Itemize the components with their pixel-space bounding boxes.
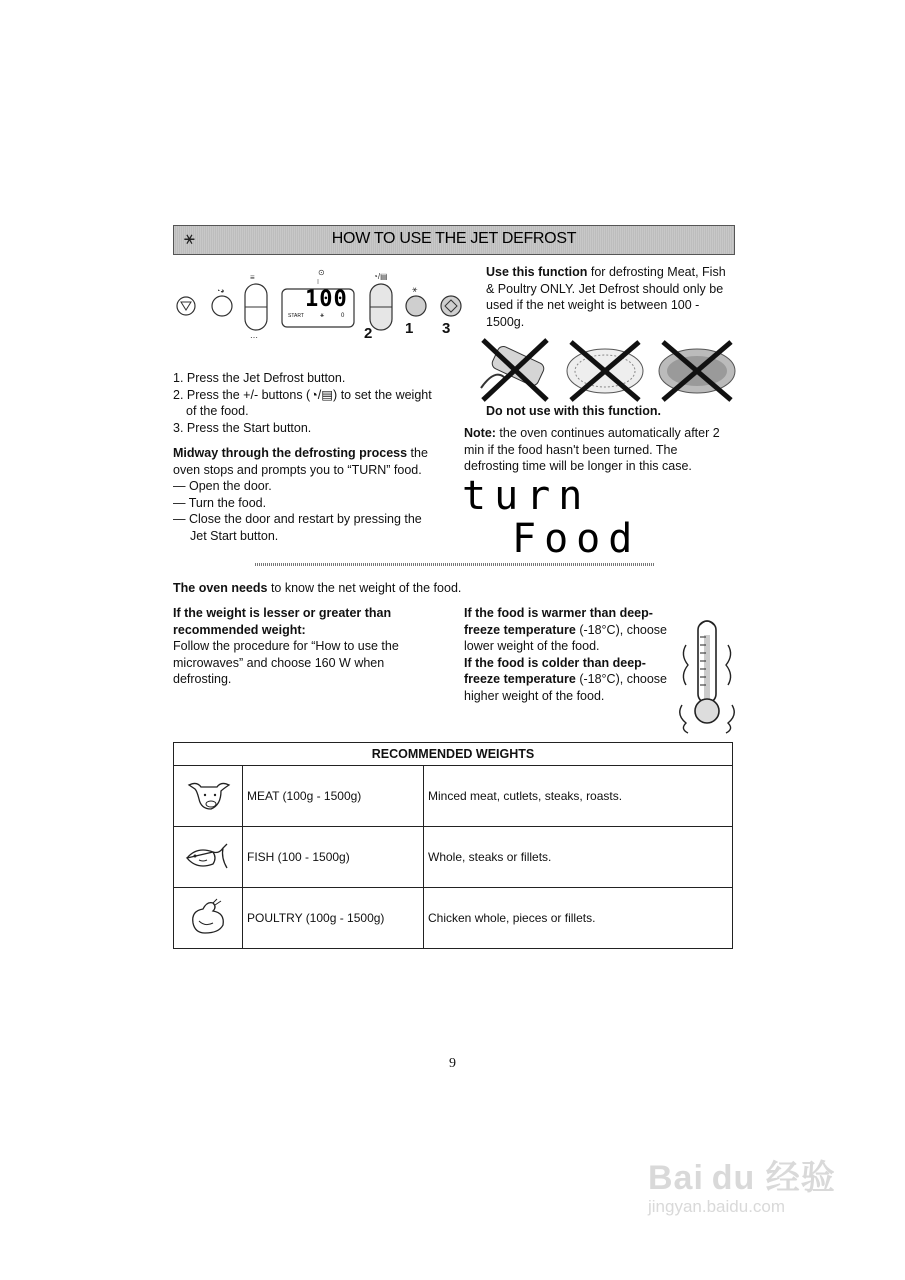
midway-item-close: — Close the door and restart by pressing the xyxy=(173,512,422,526)
svg-text:⚹: ⚹ xyxy=(320,312,325,319)
weight-guidance xyxy=(173,605,433,688)
thermometer-icon xyxy=(676,615,738,735)
weight-heading-1: If the weight is lesser or greater than xyxy=(173,606,392,620)
control-panel-illustration xyxy=(170,262,470,344)
display-food: Food xyxy=(512,516,641,562)
svg-text:◔/▤: ◔/▤ xyxy=(373,272,388,281)
recommended-weights-table xyxy=(173,742,733,949)
warm-bold: If the food is warmer than deep-freeze temperature xyxy=(464,606,653,637)
warm-text: (-18°C), choose lower weight of the food. xyxy=(464,622,668,653)
do-not-use-caption: Do not use with this function. xyxy=(486,404,661,418)
page-number: 9 xyxy=(449,1056,456,1071)
svg-text:⊙: ⊙ xyxy=(318,268,325,277)
midway-item-open: — Open the door. xyxy=(173,479,272,493)
step-1: 1. Press the Jet Defrost button. xyxy=(173,371,346,385)
intro-paragraph xyxy=(486,264,736,330)
weight-text: Follow the procedure for “How to use the microwaves” and choose 160 W when defrosting. xyxy=(173,639,399,686)
step-label-1: 1 xyxy=(405,320,414,337)
table-row xyxy=(174,888,733,949)
forbidden-containers-illustration xyxy=(475,338,737,404)
fish-label: FISH (100 - 1500g) xyxy=(243,827,424,888)
midway-text: the oven stops and prompts you to “TURN” food. xyxy=(173,446,428,477)
panel-display-value: 100 xyxy=(305,287,348,312)
svg-text:START: START xyxy=(288,313,304,319)
oven-needs-bold: The oven needs xyxy=(173,581,268,595)
step-2: 2. Press the +/- buttons (◔/▤) to set the weight xyxy=(173,387,432,402)
poultry-label: POULTRY (100g - 1500g) xyxy=(243,888,424,949)
table-header-row xyxy=(174,743,733,766)
intro-text: for defrosting Meat, Fish & Poultry ONLY. Jet Defrost should only be used if the net weight is between 100 - 1500g. xyxy=(486,265,726,329)
svg-text:⚹: ⚹ xyxy=(412,284,418,294)
poultry-desc: Chicken whole, pieces or fillets. xyxy=(424,888,733,949)
table-row xyxy=(174,827,733,888)
step-3: 3. Press the Start button. xyxy=(173,420,312,435)
midway-bold: Midway through the defrosting process xyxy=(173,446,408,460)
weight-heading-2: recommended weight: xyxy=(173,622,306,637)
section-title: HOW TO USE THE JET DEFROST xyxy=(331,230,577,247)
intro-bold: Use this function xyxy=(486,265,588,279)
fish-icon xyxy=(174,827,243,888)
step-label-3: 3 xyxy=(442,320,451,337)
dotted-divider xyxy=(255,563,655,566)
step-label-2: 2 xyxy=(364,325,373,342)
watermark-url: jingyan.baidu.com xyxy=(648,1197,786,1216)
defrost-icon: ⚹ xyxy=(184,228,195,248)
temperature-guidance xyxy=(464,605,679,704)
cow-icon xyxy=(174,766,243,827)
table-header: RECOMMENDED WEIGHTS xyxy=(174,743,733,766)
note-bold: Note: xyxy=(464,426,496,440)
step-2-cont: of the food. xyxy=(186,404,249,418)
midway-paragraph xyxy=(173,445,443,544)
svg-text:⋯: ⋯ xyxy=(250,333,258,342)
midway-item-turn: — Turn the food. xyxy=(173,495,267,510)
table-row xyxy=(174,766,733,827)
cold-bold: If the food is colder than deep-freeze temperature xyxy=(464,655,646,686)
note-paragraph xyxy=(464,425,729,475)
chicken-icon xyxy=(174,888,243,949)
svg-text:◔◕: ◔◕ xyxy=(216,288,225,295)
fish-desc: Whole, steaks or fillets. xyxy=(424,827,733,888)
cold-text: (-18°C), choose higher weight of the food. xyxy=(464,672,668,703)
midway-item-close-cont: Jet Start button. xyxy=(190,528,279,543)
section-title-bar xyxy=(173,225,735,255)
steps-list xyxy=(173,370,463,436)
watermark-brand: Bai du 经验 xyxy=(648,1159,836,1197)
meat-label: MEAT (100g - 1500g) xyxy=(243,766,424,827)
oven-needs-line xyxy=(173,580,461,597)
svg-text:≡: ≡ xyxy=(250,273,255,282)
svg-text:0: 0 xyxy=(341,313,345,319)
display-turn: turn xyxy=(462,473,591,519)
note-text: the oven continues automatically after 2 min if the food hasn't been turned. The defrosting time will be longer in this case. xyxy=(464,426,720,473)
watermark xyxy=(648,1150,836,1217)
meat-desc: Minced meat, cutlets, steaks, roasts. xyxy=(424,766,733,827)
oven-needs-text: to know the net weight of the food. xyxy=(267,581,462,595)
